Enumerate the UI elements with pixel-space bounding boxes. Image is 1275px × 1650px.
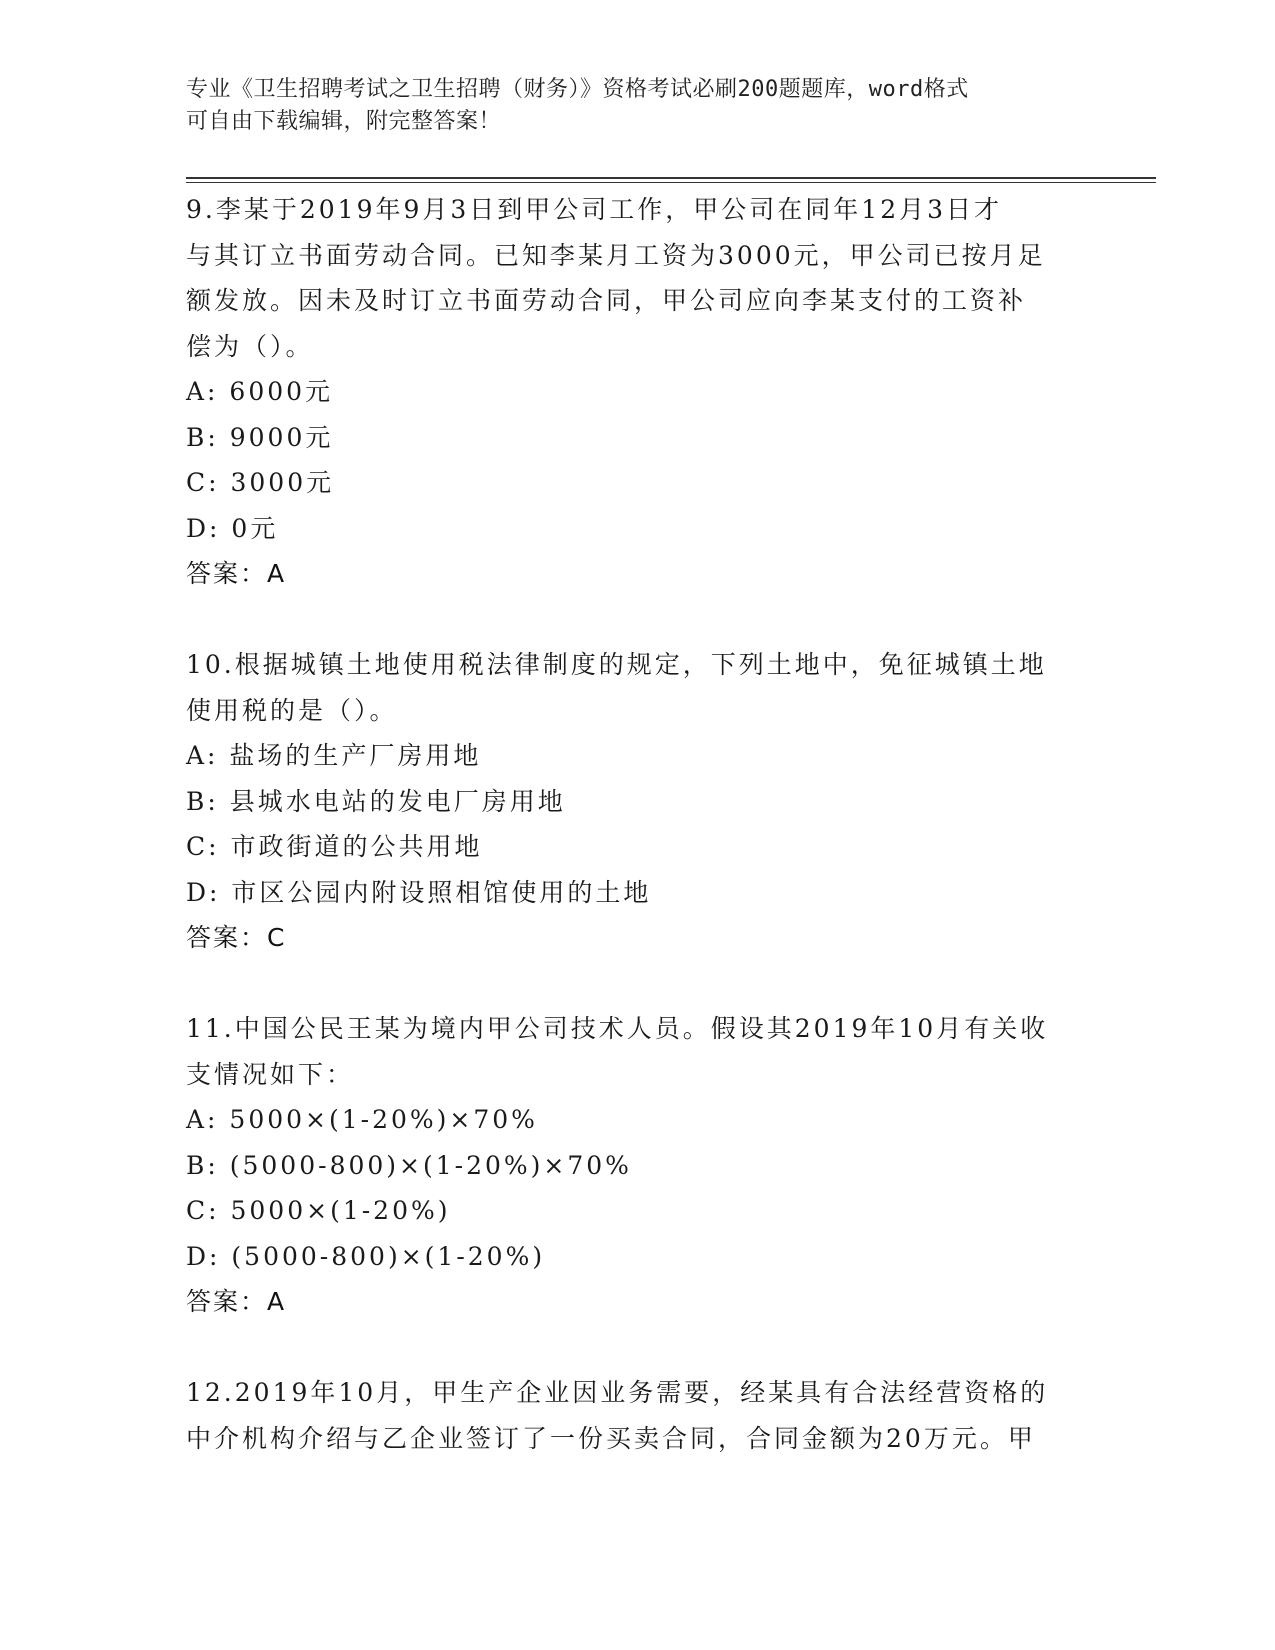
- question-10: [186, 642, 1086, 961]
- option-b: B: 县城水电站的发电厂房用地: [186, 786, 566, 816]
- header-divider-thin: [186, 182, 1156, 183]
- stem-line: 额发放。因未及时订立书面劳动合同，甲公司应向李某支付的工资补: [186, 286, 1027, 315]
- option-b: B: (5000-800)×(1-20%)×70%: [186, 1150, 632, 1180]
- stem-line: 与其订立书面劳动合同。已知李某月工资为3000元，甲公司已按月足: [186, 240, 1046, 270]
- answer: 答案：C: [186, 923, 287, 952]
- answer: 答案：A: [186, 1287, 287, 1316]
- stem-line: 偿为（）。: [186, 331, 314, 361]
- document-header: [186, 74, 1066, 138]
- stem-line: 11.中国公民王某为境内甲公司技术人员。假设其2019年10月有关收: [186, 1014, 1049, 1043]
- question-spacer: [186, 1325, 1086, 1371]
- option-c: C: 3000元: [186, 468, 335, 497]
- option-c: C: 市政街道的公共用地: [186, 832, 483, 861]
- header-line: 可自由下载编辑，附完整答案！: [186, 109, 502, 134]
- question-stem: [186, 642, 1086, 733]
- answer: 答案：A: [186, 559, 287, 588]
- stem-line: 中介机构介绍与乙企业签订了一份买卖合同，合同金额为20万元。甲: [186, 1423, 1036, 1453]
- question-11: [186, 1006, 1086, 1325]
- stem-line: 10.根据城镇土地使用税法律制度的规定，下列土地中，免征城镇土地: [186, 650, 1047, 679]
- option-a: A: 盐场的生产厂房用地: [186, 741, 482, 770]
- option-c: C: 5000×(1-20%): [186, 1196, 451, 1225]
- stem-line: 使用税的是（）。: [186, 695, 398, 725]
- question-stem: [186, 1006, 1086, 1097]
- question-spacer: [186, 961, 1086, 1007]
- stem-line: 12.2019年10月，甲生产企业因业务需要，经某具有合法经营资格的: [186, 1378, 1049, 1407]
- question-spacer: [186, 597, 1086, 643]
- option-b: B: 9000元: [186, 422, 334, 452]
- header-divider-thick: [186, 177, 1156, 179]
- option-d: D: 市区公园内附设照相馆使用的土地: [186, 877, 652, 907]
- header-line: 专业《卫生招聘考试之卫生招聘（财务）》资格考试必刷200题题库，word格式: [186, 77, 969, 102]
- option-d: D: (5000-800)×(1-20%): [186, 1241, 546, 1271]
- stem-line: 支情况如下：: [186, 1059, 355, 1089]
- question-9: [186, 187, 1086, 597]
- question-12: [186, 1370, 1086, 1461]
- question-stem: [186, 1370, 1086, 1461]
- stem-line: 9.李某于2019年9月3日到甲公司工作，甲公司在同年12月3日才: [186, 195, 1003, 224]
- option-d: D: 0元: [186, 513, 279, 543]
- question-stem: [186, 187, 1086, 369]
- question-list: [186, 187, 1086, 1461]
- option-a: A: 6000元: [186, 377, 334, 406]
- option-a: A: 5000×(1-20%)×70%: [186, 1105, 538, 1134]
